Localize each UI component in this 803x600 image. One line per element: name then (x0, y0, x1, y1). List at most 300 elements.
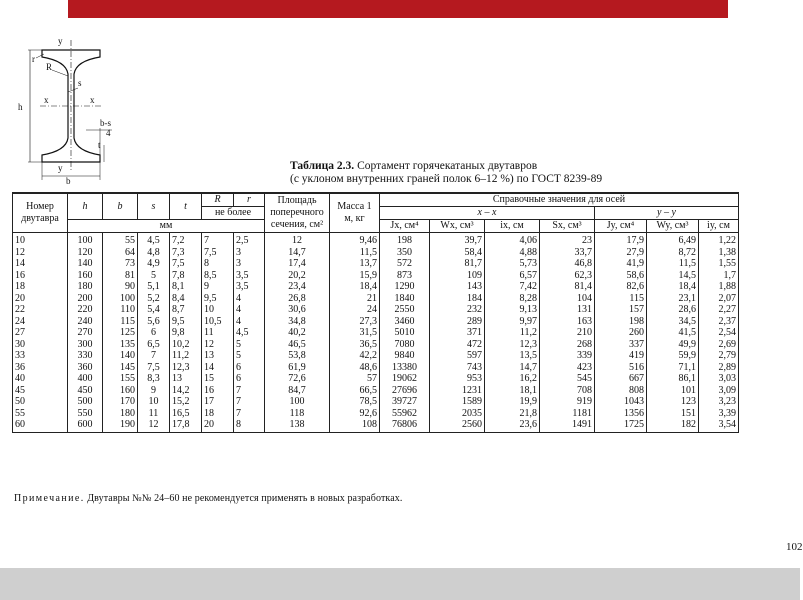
table-cell: 7,3 (170, 247, 202, 259)
table-cell: 8 (202, 258, 234, 270)
table-cell: 2,89 (699, 362, 739, 374)
table-cell: 11 (202, 327, 234, 339)
table-cell: 9,8 (170, 327, 202, 339)
table-cell: 81 (103, 270, 138, 282)
table-cell: 26,8 (265, 293, 330, 305)
table-cell: 7,5 (202, 247, 234, 259)
table-cell: 140 (68, 258, 103, 270)
table-cell: 73 (103, 258, 138, 270)
table-cell: 7,42 (485, 281, 540, 293)
table-cell: 8,72 (647, 247, 699, 259)
table-row (13, 408, 739, 420)
table-cell: 45 (13, 385, 68, 397)
header-ix: ix, см (485, 220, 540, 233)
table-cell: 9,5 (170, 316, 202, 328)
table-cell: 48,6 (330, 362, 380, 374)
table-cell: 41,9 (595, 258, 647, 270)
header-Jx: Jx, см⁴ (380, 220, 430, 233)
table-cell: 110 (103, 304, 138, 316)
table-row (13, 327, 739, 339)
table-cell: 21,8 (485, 408, 540, 420)
table-cell: 6,57 (485, 270, 540, 282)
table-cell: 180 (68, 281, 103, 293)
table-cell: 145 (103, 362, 138, 374)
table-cell: 260 (595, 327, 647, 339)
table-cell: 14,7 (485, 362, 540, 374)
table-cell: 5 (138, 270, 170, 282)
table-cell: 708 (540, 385, 595, 397)
table-cell: 30,6 (265, 304, 330, 316)
table-cell: 12 (202, 339, 234, 351)
table-cell: 2,27 (699, 304, 739, 316)
table-row (13, 350, 739, 362)
header-t: t (170, 193, 202, 220)
table-cell: 6,5 (138, 339, 170, 351)
table-cell: 1231 (430, 385, 485, 397)
table-cell: 12,3 (485, 339, 540, 351)
table-cell: 198 (380, 233, 430, 247)
table-cell: 8,1 (170, 281, 202, 293)
table-cell: 81,4 (540, 281, 595, 293)
diagram-label-b-s: b-s (100, 118, 111, 128)
table-cell: 16 (202, 385, 234, 397)
header-s: s (138, 193, 170, 220)
table-cell: 8,3 (138, 373, 170, 385)
diagram-label-h: h (18, 102, 23, 112)
header-h: h (68, 193, 103, 220)
top-accent-bar (68, 0, 728, 18)
caption-title-rest: Сортамент горячекатаных двутавров (354, 160, 538, 172)
table-cell: 198 (595, 316, 647, 328)
table-cell: 10,5 (202, 316, 234, 328)
table-cell: 18 (202, 408, 234, 420)
table-cell: 82,6 (595, 281, 647, 293)
table-cell: 57 (330, 373, 380, 385)
table-cell: 20 (202, 419, 234, 432)
header-area: Площадь поперечного сечения, см² (265, 193, 330, 233)
table-cell: 11,5 (647, 258, 699, 270)
table-cell: 2560 (430, 419, 485, 432)
table-body (13, 233, 739, 433)
table-cell: 155 (103, 373, 138, 385)
table-cell: 3 (234, 247, 265, 259)
header-Jy: Jy, см⁴ (595, 220, 647, 233)
table-cell: 1043 (595, 396, 647, 408)
table-cell: 104 (540, 293, 595, 305)
table-cell: 743 (430, 362, 485, 374)
table-cell: 55 (103, 233, 138, 247)
table-cell: 170 (103, 396, 138, 408)
table-cell: 9 (138, 385, 170, 397)
table-row (13, 293, 739, 305)
table-cell: 62,3 (540, 270, 595, 282)
table-cell: 76806 (380, 419, 430, 432)
header-iy: iy, см (699, 220, 739, 233)
table-cell: 31,5 (330, 327, 380, 339)
table-cell: 14,5 (647, 270, 699, 282)
table-cell: 15,2 (170, 396, 202, 408)
diagram-label-R: R (46, 62, 53, 72)
table-cell: 1290 (380, 281, 430, 293)
table-cell: 4 (234, 316, 265, 328)
table-cell: 66,5 (330, 385, 380, 397)
table-cell: 5 (234, 350, 265, 362)
table-cell: 15,9 (330, 270, 380, 282)
table-cell: 108 (330, 419, 380, 432)
header-r: r (234, 193, 265, 207)
table-cell: 18,4 (330, 281, 380, 293)
diagram-label-t: t (98, 140, 101, 150)
table-cell: 13 (202, 350, 234, 362)
table-cell: 23,1 (647, 293, 699, 305)
table-cell: 18,4 (647, 281, 699, 293)
table-cell: 5,6 (138, 316, 170, 328)
table-cell: 6 (234, 373, 265, 385)
table-cell: 143 (430, 281, 485, 293)
table-cell: 131 (540, 304, 595, 316)
table-cell: 14 (13, 258, 68, 270)
table-cell: 3460 (380, 316, 430, 328)
table-cell: 30 (13, 339, 68, 351)
table-cell: 1,88 (699, 281, 739, 293)
table-cell: 16,2 (485, 373, 540, 385)
table-cell: 3,5 (234, 281, 265, 293)
table-cell: 1840 (380, 293, 430, 305)
table-cell: 1589 (430, 396, 485, 408)
table-cell: 1491 (540, 419, 595, 432)
table-cell: 18 (13, 281, 68, 293)
diagram-label-x-left: x (44, 95, 49, 105)
table-cell: 20 (13, 293, 68, 305)
table-cell: 27,3 (330, 316, 380, 328)
table-cell: 109 (430, 270, 485, 282)
table-row (13, 233, 739, 247)
header-mass: Масса 1 м, кг (330, 193, 380, 233)
table-cell: 4,88 (485, 247, 540, 259)
table-cell: 1356 (595, 408, 647, 420)
beam-table (12, 192, 739, 433)
table-cell: 2,37 (699, 316, 739, 328)
table-cell: 1,55 (699, 258, 739, 270)
table-cell: 3,5 (234, 270, 265, 282)
table-cell: 86,1 (647, 373, 699, 385)
table-cell: 300 (68, 339, 103, 351)
table-cell: 2,79 (699, 350, 739, 362)
table-cell: 5,73 (485, 258, 540, 270)
header-reference: Справочные значения для осей (380, 193, 739, 207)
table-cell: 13 (170, 373, 202, 385)
footnote-text: Двутавры №№ 24–60 не рекомендуется применять в новых разработках. (84, 493, 403, 504)
table-cell: 27696 (380, 385, 430, 397)
i-beam-diagram (0, 30, 140, 190)
table-cell: 123 (647, 396, 699, 408)
table-cell: 7080 (380, 339, 430, 351)
table-row (13, 258, 739, 270)
table-cell: 220 (68, 304, 103, 316)
table-cell: 14,2 (170, 385, 202, 397)
table-cell: 240 (68, 316, 103, 328)
table-cell: 39727 (380, 396, 430, 408)
table-cell: 16,5 (170, 408, 202, 420)
table-cell: 5 (234, 339, 265, 351)
table-cell: 135 (103, 339, 138, 351)
table-cell: 60 (13, 419, 68, 432)
table-cell: 100 (68, 233, 103, 247)
caption-line-2: (с уклоном внутренних граней полок 6–12 %) по ГОСТ 8239-89 (290, 173, 603, 185)
table-cell: 42,2 (330, 350, 380, 362)
table-cell: 72,6 (265, 373, 330, 385)
footnote (14, 493, 402, 504)
diagram-label-4: 4 (106, 128, 111, 138)
table-cell: 78,5 (330, 396, 380, 408)
table-cell: 7 (234, 396, 265, 408)
table-cell: 18,1 (485, 385, 540, 397)
table-cell: 33 (13, 350, 68, 362)
table-cell: 23,4 (265, 281, 330, 293)
table-row (13, 281, 739, 293)
table-cell: 1,7 (699, 270, 739, 282)
table-cell: 360 (68, 362, 103, 374)
table-cell: 81,7 (430, 258, 485, 270)
table-row (13, 316, 739, 328)
table-cell: 55962 (380, 408, 430, 420)
table-cell: 13380 (380, 362, 430, 374)
table-cell: 419 (595, 350, 647, 362)
table-cell: 873 (380, 270, 430, 282)
table-cell: 27,9 (595, 247, 647, 259)
table-cell: 28,6 (647, 304, 699, 316)
page-number: 102 (786, 541, 803, 553)
table-row (13, 396, 739, 408)
table-cell: 14 (202, 362, 234, 374)
table-cell: 8,5 (202, 270, 234, 282)
table-cell: 10 (202, 304, 234, 316)
table-cell: 100 (265, 396, 330, 408)
table-cell: 808 (595, 385, 647, 397)
table-cell: 12 (265, 233, 330, 247)
table-cell: 2,54 (699, 327, 739, 339)
table-cell: 6 (138, 327, 170, 339)
table-cell: 2,5 (234, 233, 265, 247)
table-cell: 17,8 (170, 419, 202, 432)
table-cell: 8,7 (170, 304, 202, 316)
header-ne-bolee: не более (202, 207, 265, 220)
table-cell: 545 (540, 373, 595, 385)
table-cell: 163 (540, 316, 595, 328)
table-cell: 9,97 (485, 316, 540, 328)
table-cell: 12,3 (170, 362, 202, 374)
table-row (13, 270, 739, 282)
table-cell: 339 (540, 350, 595, 362)
table-cell: 19062 (380, 373, 430, 385)
table-cell: 7 (234, 385, 265, 397)
table-cell: 8 (234, 419, 265, 432)
table-cell: 138 (265, 419, 330, 432)
table-cell: 11,2 (170, 350, 202, 362)
table-cell: 90 (103, 281, 138, 293)
table-cell: 337 (595, 339, 647, 351)
table-cell: 7,5 (170, 258, 202, 270)
table-cell: 472 (430, 339, 485, 351)
header-mm: мм (68, 220, 265, 233)
table-cell: 22 (13, 304, 68, 316)
table-cell: 12 (13, 247, 68, 259)
table-cell: 34,5 (647, 316, 699, 328)
table-cell: 39,7 (430, 233, 485, 247)
table-row (13, 362, 739, 374)
table-cell: 23,6 (485, 419, 540, 432)
footnote-label: Примечание. (14, 493, 85, 504)
table-cell: 3,54 (699, 419, 739, 432)
table-cell: 3,03 (699, 373, 739, 385)
table-cell: 232 (430, 304, 485, 316)
table-cell: 41,5 (647, 327, 699, 339)
table-cell: 61,9 (265, 362, 330, 374)
diagram-label-b: b (66, 176, 71, 186)
table-cell: 120 (68, 247, 103, 259)
table-row (13, 385, 739, 397)
table-cell: 953 (430, 373, 485, 385)
bottom-bar (0, 568, 800, 600)
table-cell: 9 (202, 281, 234, 293)
table-cell: 2,69 (699, 339, 739, 351)
table-cell: 20,2 (265, 270, 330, 282)
table-cell: 17,9 (595, 233, 647, 247)
table-cell: 16 (13, 270, 68, 282)
table-cell: 151 (647, 408, 699, 420)
table-cell: 53,8 (265, 350, 330, 362)
table-row (13, 373, 739, 385)
header-b: b (103, 193, 138, 220)
table-cell: 17,4 (265, 258, 330, 270)
table-cell: 27 (13, 327, 68, 339)
table-cell: 3 (234, 258, 265, 270)
table-cell: 550 (68, 408, 103, 420)
table-cell: 46,5 (265, 339, 330, 351)
table-cell: 14,7 (265, 247, 330, 259)
table-cell: 572 (380, 258, 430, 270)
table-cell: 11 (138, 408, 170, 420)
table-cell: 55 (13, 408, 68, 420)
table-cell: 34,8 (265, 316, 330, 328)
table-cell: 115 (595, 293, 647, 305)
table-cell: 2550 (380, 304, 430, 316)
table-cell: 71,1 (647, 362, 699, 374)
table-cell: 597 (430, 350, 485, 362)
table-cell: 330 (68, 350, 103, 362)
table-cell: 10 (13, 233, 68, 247)
header-number: Номер двутавра (13, 193, 68, 233)
table-row (13, 304, 739, 316)
table-cell: 289 (430, 316, 485, 328)
table-cell: 8,28 (485, 293, 540, 305)
table-cell: 24 (13, 316, 68, 328)
table-cell: 92,6 (330, 408, 380, 420)
table-cell: 4,06 (485, 233, 540, 247)
table-cell: 115 (103, 316, 138, 328)
table-cell: 7 (234, 408, 265, 420)
table-cell: 7,8 (170, 270, 202, 282)
table-cell: 24 (330, 304, 380, 316)
table-cell: 184 (430, 293, 485, 305)
table-row (13, 247, 739, 259)
table-cell: 7 (202, 233, 234, 247)
table-cell: 59,9 (647, 350, 699, 362)
table-cell: 4,5 (234, 327, 265, 339)
table-cell: 5,2 (138, 293, 170, 305)
diagram-label-s: s (78, 78, 82, 88)
table-cell: 140 (103, 350, 138, 362)
table-cell: 17 (202, 396, 234, 408)
table-cell: 1181 (540, 408, 595, 420)
diagram-label-r: r (32, 54, 35, 64)
table-cell: 190 (103, 419, 138, 432)
table-cell: 3,39 (699, 408, 739, 420)
header-axis-y: y – y (595, 207, 739, 220)
caption-title-bold: Таблица 2.3. (290, 160, 355, 172)
table-cell: 15 (202, 373, 234, 385)
table-cell: 9,13 (485, 304, 540, 316)
table-cell: 13,7 (330, 258, 380, 270)
table-cell: 4 (234, 293, 265, 305)
table-cell: 371 (430, 327, 485, 339)
header-Wx: Wx, см³ (430, 220, 485, 233)
table-cell: 350 (380, 247, 430, 259)
table-cell: 5010 (380, 327, 430, 339)
header-axis-x: x – x (380, 207, 595, 220)
table-cell: 101 (647, 385, 699, 397)
table-cell: 13,5 (485, 350, 540, 362)
table-cell: 84,7 (265, 385, 330, 397)
table-cell: 50 (13, 396, 68, 408)
table-cell: 2,07 (699, 293, 739, 305)
table-cell: 8,4 (170, 293, 202, 305)
table-cell: 118 (265, 408, 330, 420)
header-Sx: Sx, см³ (540, 220, 595, 233)
table-cell: 450 (68, 385, 103, 397)
table-cell: 6,49 (647, 233, 699, 247)
table-cell: 3,23 (699, 396, 739, 408)
table-cell: 4 (234, 304, 265, 316)
table-caption (290, 160, 640, 186)
diagram-label-y-top: y (58, 36, 63, 46)
diagram-label-y-bottom: y (58, 163, 63, 173)
table-cell: 10 (138, 396, 170, 408)
table-cell: 182 (647, 419, 699, 432)
table-cell: 1,22 (699, 233, 739, 247)
table-cell: 125 (103, 327, 138, 339)
table-cell: 7,2 (170, 233, 202, 247)
table-cell: 4,5 (138, 233, 170, 247)
table-cell: 12 (138, 419, 170, 432)
table-cell: 11,2 (485, 327, 540, 339)
table-cell: 200 (68, 293, 103, 305)
table-cell: 7,5 (138, 362, 170, 374)
table-cell: 23 (540, 233, 595, 247)
table-cell: 4,8 (138, 247, 170, 259)
table-cell: 6 (234, 362, 265, 374)
table-cell: 516 (595, 362, 647, 374)
table-cell: 4,9 (138, 258, 170, 270)
table-cell: 58,4 (430, 247, 485, 259)
table-cell: 5,1 (138, 281, 170, 293)
table-cell: 160 (103, 385, 138, 397)
table-cell: 7 (138, 350, 170, 362)
table-cell: 180 (103, 408, 138, 420)
table-cell: 19,9 (485, 396, 540, 408)
table-cell: 2035 (430, 408, 485, 420)
table-cell: 49,9 (647, 339, 699, 351)
